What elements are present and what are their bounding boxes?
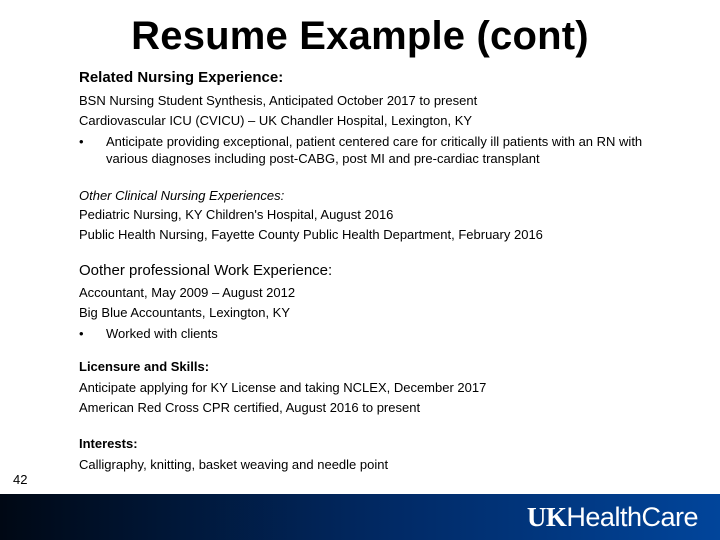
section-heading-work: Oother professional Work Experience: [79, 262, 333, 279]
bullet-text: Worked with clients [106, 326, 218, 341]
text-line: Public Health Nursing, Fayette County Public Health Department, February 2016 [79, 227, 543, 242]
slide-title: Resume Example (cont) [131, 14, 589, 58]
bullet-item [79, 325, 679, 342]
text-line: Anticipate applying for KY License and taking NCLEX, December 2017 [79, 380, 487, 395]
logo-uk-text: UK [526, 502, 567, 532]
text-line: BSN Nursing Student Synthesis, Anticipated October 2017 to present [79, 93, 478, 108]
text-line: Cardiovascular ICU (CVICU) – UK Chandler Hospital, Lexington, KY [79, 113, 473, 128]
text-line: Pediatric Nursing, KY Children's Hospital, August 2016 [79, 207, 394, 222]
text-line: Big Blue Accountants, Lexington, KY [79, 305, 291, 320]
section-heading-clinical: Other Clinical Nursing Experiences: [79, 188, 285, 203]
resume-content [79, 68, 679, 475]
bullet-marker: • [79, 326, 84, 341]
bullet-item [79, 133, 679, 167]
slide-number: 42 [13, 472, 28, 487]
text-line: Accountant, May 2009 – August 2012 [79, 285, 296, 300]
section-heading-licensure: Licensure and Skills: [79, 359, 210, 374]
logo-healthcare-text: HealthCare [566, 502, 698, 532]
text-line: American Red Cross CPR certified, August 2016 to present [79, 400, 421, 415]
text-line: Calligraphy, knitting, basket weaving and needle point [79, 457, 389, 472]
section-heading-interests: Interests: [79, 436, 138, 451]
bullet-marker: • [79, 134, 84, 149]
bullet-text: Anticipate providing exceptional, patient centered care for critically ill patients with an RN with various diagnoses including post-CABG, post MI and pre-cardiac transplant [106, 134, 643, 166]
section-heading-related: Related Nursing Experience: [79, 69, 284, 86]
ukhealthcare-logo [527, 498, 698, 536]
footer-bar [0, 494, 720, 540]
